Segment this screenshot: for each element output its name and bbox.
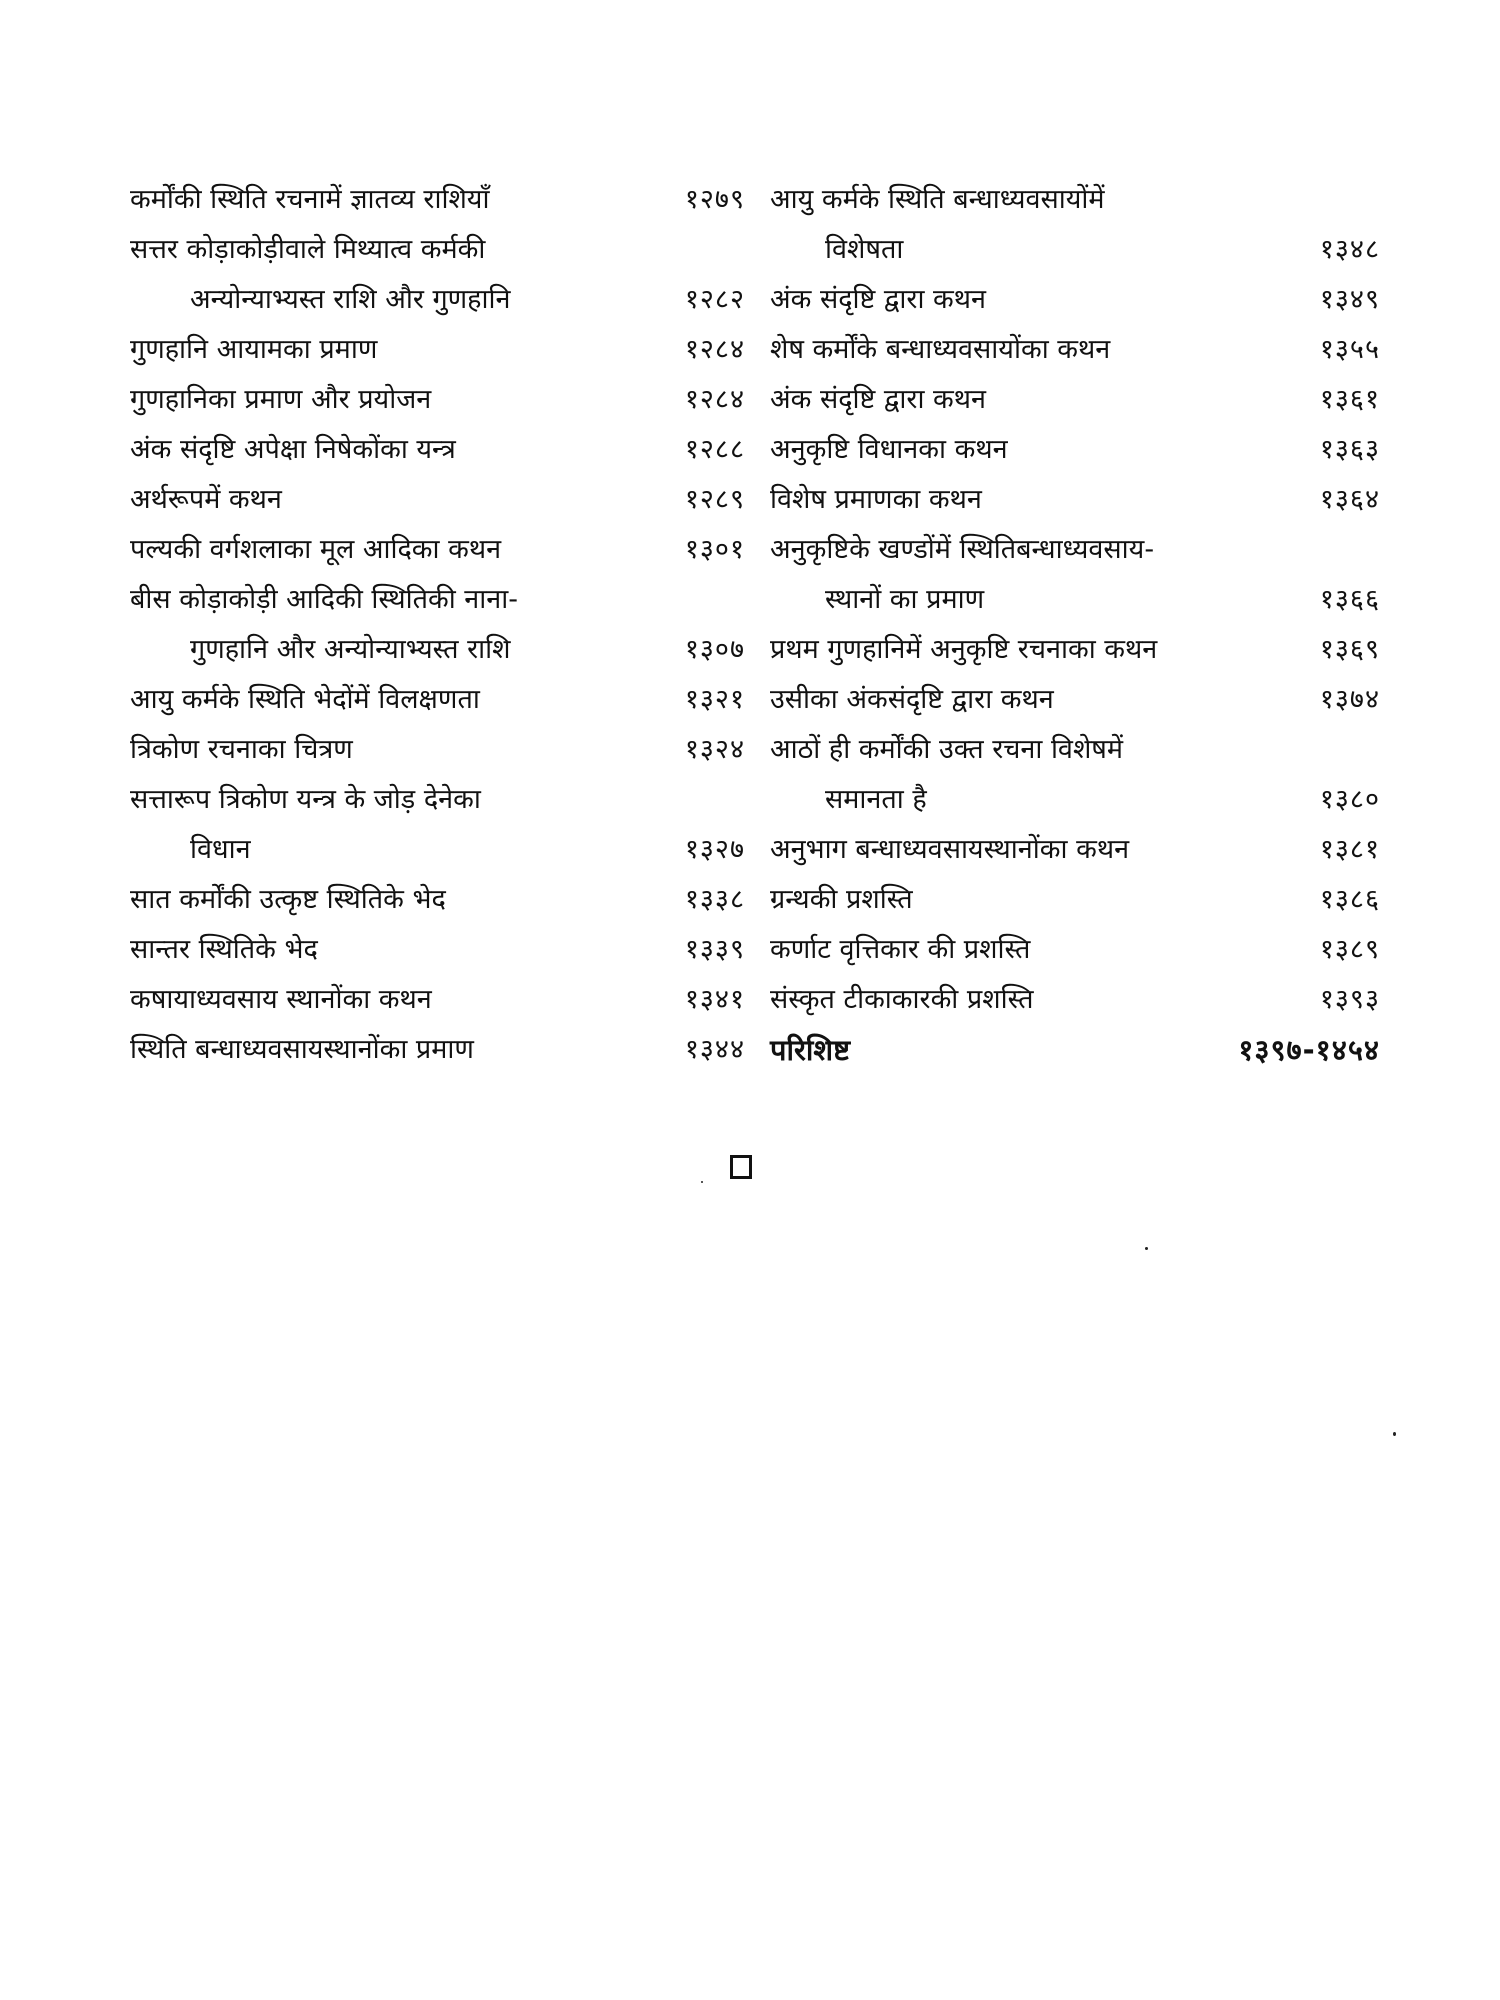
toc-entry-page-number: १३७४ — [1319, 684, 1380, 715]
print-speck — [701, 1181, 703, 1183]
toc-entry-page-number: १३०७ — [684, 634, 745, 665]
toc-entry — [130, 275, 745, 325]
toc-entry-page-number: १३८१ — [1319, 834, 1380, 865]
toc-entry — [770, 825, 1380, 875]
toc-entry-page-number: १३३९ — [684, 934, 745, 965]
toc-entry-title: सात कर्मोंकी उत्कृष्ट स्थितिके भेद — [130, 884, 446, 915]
toc-entry-page-number: १२८२ — [684, 284, 745, 315]
end-mark-icon — [730, 1155, 752, 1179]
toc-entry-page-number: १२८४ — [684, 384, 745, 415]
toc-entry-page-number: १३३८ — [684, 884, 745, 915]
toc-entry — [770, 775, 1380, 825]
toc-entry — [770, 475, 1380, 525]
toc-entry-page-number: १३५५ — [1319, 334, 1380, 365]
toc-entry — [130, 675, 745, 725]
toc-entry-title: कषायाध्यवसाय स्थानोंका कथन — [130, 984, 432, 1015]
toc-entry — [130, 975, 745, 1025]
toc-entry-title: संस्कृत टीकाकारकी प्रशस्ति — [770, 984, 1034, 1015]
toc-right-column — [770, 175, 1380, 1075]
toc-entry-title: अंक संदृष्टि अपेक्षा निषेकोंका यन्त्र — [130, 434, 456, 465]
toc-entry-title: बीस कोड़ाकोड़ी आदिकी स्थितिकी नाना- — [130, 584, 518, 615]
toc-entry-title: विधान — [190, 834, 251, 865]
toc-entry — [130, 325, 745, 375]
toc-entry-title: शेष कर्मोंके बन्धाध्यवसायोंका कथन — [770, 334, 1111, 365]
toc-entry — [130, 225, 745, 275]
toc-entry — [770, 175, 1380, 225]
toc-entry-page-number: १३६९ — [1319, 634, 1380, 665]
toc-entry — [130, 525, 745, 575]
toc-entry — [130, 825, 745, 875]
toc-entry-title: अन्योन्याभ्यस्त राशि और गुणहानि — [190, 284, 511, 315]
toc-entry-title: सान्तर स्थितिके भेद — [130, 934, 318, 965]
toc-entry — [130, 625, 745, 675]
toc-entry — [770, 675, 1380, 725]
toc-entry-page-number: १३४८ — [1319, 234, 1380, 265]
print-speck — [1393, 1432, 1396, 1436]
toc-entry — [770, 725, 1380, 775]
toc-entry-title: अर्थरूपमें कथन — [130, 484, 282, 515]
toc-entry-title: अंक संदृष्टि द्वारा कथन — [770, 384, 986, 415]
toc-entry-page-number: १३०१ — [684, 534, 745, 565]
toc-left-column — [130, 175, 745, 1075]
toc-entry-title: आयु कर्मके स्थिति बन्धाध्यवसायोंमें — [770, 184, 1105, 215]
toc-entry-page-number: १३८० — [1319, 784, 1380, 815]
toc-entry — [770, 275, 1380, 325]
toc-entry — [130, 925, 745, 975]
toc-entry-page-number: १३२४ — [684, 734, 745, 765]
toc-entry-page-number: १३६६ — [1319, 584, 1380, 615]
toc-entry — [130, 875, 745, 925]
toc-entry — [130, 425, 745, 475]
toc-entry-page-number: १३४१ — [684, 984, 745, 1015]
toc-entry-page-number: १२७९ — [684, 184, 745, 215]
toc-entry-title: कर्मोंकी स्थिति रचनामें ज्ञातव्य राशियाँ — [130, 184, 490, 215]
toc-entry-title: सत्तर कोड़ाकोड़ीवाले मिथ्यात्व कर्मकी — [130, 234, 486, 265]
toc-entry-title: पल्यकी वर्गशलाका मूल आदिका कथन — [130, 534, 502, 565]
toc-entry-title: परिशिष्ट — [770, 1033, 851, 1067]
toc-entry-page-number: १३२१ — [684, 684, 745, 715]
toc-entry-page-number: १३२७ — [684, 834, 745, 865]
toc-entry-page-number: १३४९ — [1319, 284, 1380, 315]
toc-entry-title: स्थानों का प्रमाण — [825, 584, 985, 615]
toc-entry — [770, 575, 1380, 625]
toc-entry — [770, 375, 1380, 425]
toc-entry-page-number: १३९३ — [1319, 984, 1380, 1015]
toc-entry-title: समानता है — [825, 784, 927, 815]
toc-entry-title: अंक संदृष्टि द्वारा कथन — [770, 284, 986, 315]
toc-entry-title: प्रथम गुणहानिमें अनुकृष्टि रचनाका कथन — [770, 634, 1158, 665]
toc-entry — [130, 175, 745, 225]
toc-entry-title: आठों ही कर्मोंकी उक्त रचना विशेषमें — [770, 734, 1124, 765]
toc-entry-title: गुणहानिका प्रमाण और प्रयोजन — [130, 384, 432, 415]
toc-entry — [770, 975, 1380, 1025]
toc-entry-page-number: १३६१ — [1319, 384, 1380, 415]
toc-entry-page-number: १३८९ — [1319, 934, 1380, 965]
toc-entry-page-number: १२८४ — [684, 334, 745, 365]
toc-entry-title: अनुभाग बन्धाध्यवसायस्थानोंका कथन — [770, 834, 1130, 865]
toc-entry-title: गुणहानि और अन्योन्याभ्यस्त राशि — [190, 634, 511, 665]
toc-entry-page-number: १३४४ — [684, 1034, 745, 1065]
toc-entry — [770, 875, 1380, 925]
toc-entry-page-number: १३६४ — [1319, 484, 1380, 515]
toc-entry — [130, 375, 745, 425]
toc-entry — [770, 925, 1380, 975]
toc-entry — [770, 1025, 1380, 1075]
toc-entry-title: आयु कर्मके स्थिति भेदोंमें विलक्षणता — [130, 684, 480, 715]
toc-entry-page-number: १२८८ — [684, 434, 745, 465]
toc-entry — [770, 525, 1380, 575]
toc-entry-page-number: १३९७-१४५४ — [1238, 1033, 1380, 1067]
toc-entry-title: उसीका अंकसंदृष्टि द्वारा कथन — [770, 684, 1054, 715]
toc-entry-page-number: १२८९ — [684, 484, 745, 515]
toc-entry-title: गुणहानि आयामका प्रमाण — [130, 334, 378, 365]
toc-entry — [130, 775, 745, 825]
toc-entry-page-number: १३८६ — [1319, 884, 1380, 915]
toc-entry — [130, 725, 745, 775]
toc-entry — [770, 425, 1380, 475]
toc-entry-title: अनुकृष्टि विधानका कथन — [770, 434, 1008, 465]
toc-entry — [770, 325, 1380, 375]
toc-entry — [770, 225, 1380, 275]
toc-entry — [130, 575, 745, 625]
toc-entry-title: कर्णाट वृत्तिकार की प्रशस्ति — [770, 934, 1031, 965]
toc-entry — [130, 1025, 745, 1075]
toc-entry-title: त्रिकोण रचनाका चित्रण — [130, 734, 353, 765]
toc-entry-title: सत्तारूप त्रिकोण यन्त्र के जोड़ देनेका — [130, 784, 481, 815]
toc-entry — [130, 475, 745, 525]
print-speck — [1145, 1247, 1148, 1250]
toc-entry-title: विशेषता — [825, 234, 904, 265]
toc-entry-title: स्थिति बन्धाध्यवसायस्थानोंका प्रमाण — [130, 1034, 474, 1065]
toc-entry-page-number: १३६३ — [1319, 434, 1380, 465]
toc-entry-title: अनुकृष्टिके खण्डोंमें स्थितिबन्धाध्यवसाय- — [770, 534, 1155, 565]
toc-entry-title: विशेष प्रमाणका कथन — [770, 484, 982, 515]
toc-entry-title: ग्रन्थकी प्रशस्ति — [770, 884, 913, 915]
toc-entry — [770, 625, 1380, 675]
